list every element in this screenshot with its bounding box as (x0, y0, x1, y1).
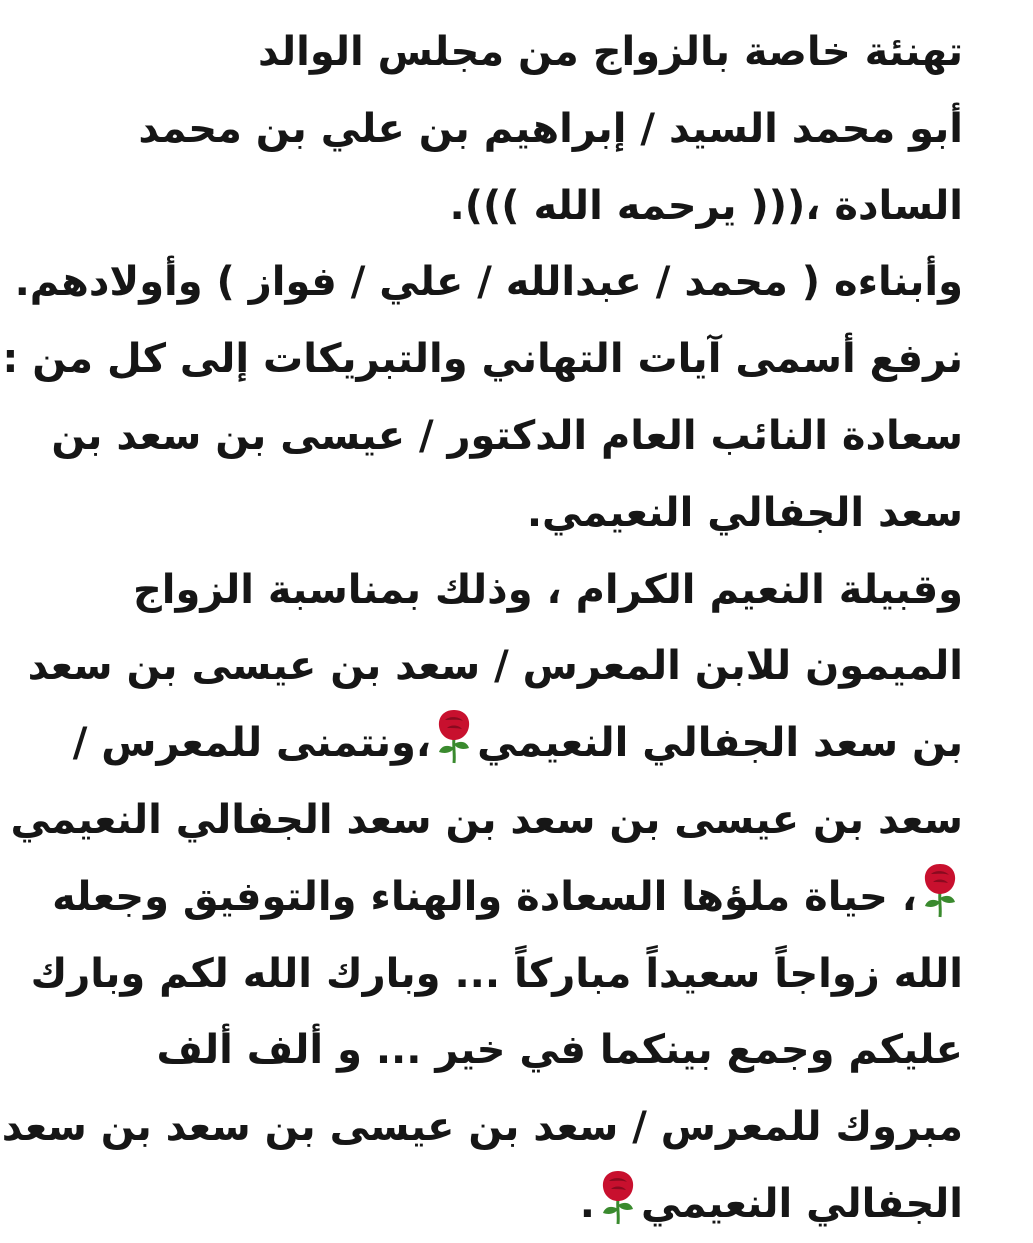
rose-icon (435, 708, 473, 764)
congratulation-text (1, 14, 963, 1243)
text-line (63, 705, 963, 782)
text-line: نرفع أسمى آيات التهاني والتبريكات إلى كل من : (2, 336, 963, 383)
text-segment: بن سعد الجفالي النعيمي (477, 720, 963, 767)
text-line: وأبناءه ( محمد / عبدالله / علي / فواز ) وأولادهم. (14, 259, 963, 306)
text-line: سعد بن عيسى بن سعد بن سعد الجفالي النعيمي (10, 796, 963, 843)
text-segment: الجفالي النعيمي (640, 1180, 963, 1227)
text-line: السادة ،((( يرحمه الله ))). (449, 182, 963, 229)
text-line (63, 1166, 963, 1243)
rose-icon (599, 1169, 637, 1225)
rose-icon (921, 862, 959, 918)
text-line: أبو محمد السيد / إبراهيم بن علي بن محمد (138, 105, 963, 152)
text-line: سعادة النائب العام الدكتور / عيسى بن سعد بن (51, 412, 963, 459)
text-line: الله زواجاً سعيداً مباركاً ... وبارك الله لكم وبارك (30, 950, 963, 997)
text-line: وقبيلة النعيم الكرام ، وذلك بمناسبة الزواج (132, 566, 963, 613)
text-segment: ،ونتمنى للمعرس / (72, 720, 432, 767)
text-line: مبروك للمعرس / سعد بن عيسى بن سعد بن سعد (1, 1104, 963, 1151)
text-line (52, 859, 963, 936)
text-line: تهنئة خاصة بالزواج من مجلس الوالد (258, 29, 963, 75)
text-line: سعد الجفالي النعيمي. (526, 489, 963, 536)
text-line: الميمون للابن المعرس / سعد بن عيسى بن سعد (27, 643, 963, 690)
text-line: عليكم وجمع بينكما في خير ... و ألف ألف (156, 1027, 963, 1074)
text-segment: . (579, 1180, 595, 1227)
text-segment: ، حياة ملؤها السعادة والهناء والتوفيق وجعله (52, 873, 917, 920)
